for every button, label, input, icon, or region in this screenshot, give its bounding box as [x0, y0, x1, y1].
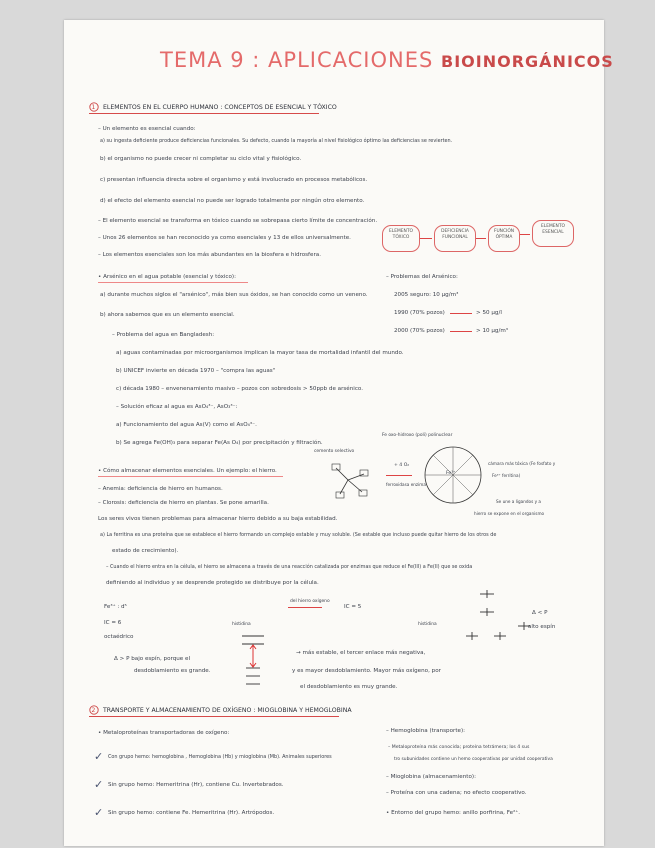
text-line: a) Funcionamiento del agua As(V) como el AsO₄³⁻. [116, 422, 257, 428]
text-line: Sin grupo hemo: contiene Fe. Hemeritrina (Hr). Artrópodos. [108, 810, 275, 816]
section1-underline [89, 113, 319, 114]
text-line: • Arsénico en el agua potable (esencial y tóxico): [98, 274, 236, 280]
flow-arrow [476, 238, 486, 239]
ferritin-label: hierro se expone en el organismo [474, 511, 545, 516]
side-note: > 10 μg/m³ [476, 328, 509, 334]
ferritin-label: cemento selectivo [314, 449, 355, 454]
flow-arrow [520, 234, 530, 235]
text-line: y es mayor desdoblamiento. Mayor más oxígeno, por [292, 668, 441, 674]
text-line: a) su ingesta deficiente produce deficiencias funcionales. Su defecto, cuando la mayoría al nivel fisiológico óptimo las deficiencias se revierten. [100, 138, 453, 144]
ferritin-label: + 4 O₂ [394, 463, 410, 468]
text-line: desdoblamiento es grande. [134, 668, 211, 674]
text-line: IC = 6 [104, 620, 122, 626]
section2-underline [89, 716, 339, 717]
text-line: – Mioglobina (almacenamiento): [386, 774, 476, 780]
text-line: a) La ferritina es una proteína que se establece el hierro formando un complejo estable y muy soluble. (Se estable que incluso puede quitar hierro de los otros de [100, 532, 497, 538]
text-line: – Un elemento es esencial cuando: [98, 126, 196, 132]
text-line: – Anemia: deficiencia de hierro en humanos. [98, 486, 223, 492]
text-line: tro subunidades contiene un hemo cooperativas por unidad cooperativa [394, 757, 553, 762]
text-line: – Clorosis: deficiencia de hierro en plantas. Se pone amarilla. [98, 500, 269, 506]
text-line: Δ < P [532, 610, 548, 616]
page-title [160, 48, 614, 72]
text-line: – El elemento esencial se transforma en tóxico cuando se sobrepasa cierto límite de concentración. [98, 218, 378, 224]
text-line: – Solución eficaz al agua es AsO₄³⁻, AsO₃³⁻: [116, 404, 238, 410]
text-line: b) UNICEF invierte en década 1970 – "compra las aguas" [116, 368, 276, 374]
ferritin-label: Se une a ligandos y a [496, 499, 541, 504]
text-line: definiendo al individuo y se desprende protegido se distribuye por la célula. [106, 580, 319, 586]
text-line: el desdoblamiento es muy grande. [300, 684, 398, 690]
title-main: TEMA 9 : APLICACIONES [160, 48, 434, 72]
text-line: a) durante muchos siglos el "arsénico", más bien sus óxidos, se han conocido como un veneno. [100, 292, 368, 298]
ferritin-label: cámara más tóxica (Fe fosfato y [488, 461, 556, 466]
text-line: – Cuando el hierro entra en la célula, el hierro se almacena a través de una reacción catalizada por enzimas que reduce el Fe(III) a Fe(II) que se oxida [106, 564, 473, 570]
text-line: IC = 5 [344, 604, 362, 610]
text-line: d) el efecto del elemento esencial no puede ser logrado totalmente por ningún otro elemento. [100, 198, 365, 204]
ferritin-label: Fe³⁺ ferritina) [492, 473, 521, 478]
subsection-underline [98, 476, 283, 477]
ferritin-label: ferroxidasa enzima [386, 482, 426, 487]
ferritin-arrow [386, 475, 412, 476]
ferritin-label: Fe oxo-hidroxo (poli) polinuclear [382, 433, 453, 438]
notebook-page [64, 20, 614, 846]
text-line: – Los elementos esenciales son los más abundantes en la biosfera e hidrosfera. [98, 252, 321, 258]
check-icon: ✓ [94, 750, 104, 763]
side-note: 1990 (70% pozos) [394, 310, 445, 316]
text-line: • Cómo almacenar elementos esenciales. Un ejemplo: el hierro. [98, 468, 277, 474]
flow-box-deficiency: DEFICIENCIA FUNCIONAL [434, 225, 476, 252]
structure-label: histidina [418, 622, 437, 627]
orbital-diagram-center [234, 632, 274, 692]
flow-box-essential: ELEMENTO ESENCIAL [532, 220, 574, 247]
text-line: – Unos 26 elementos se han reconocido ya como esenciales y 13 de ellos universalmente. [98, 235, 351, 241]
side-note: – Problemas del Arsénico: [386, 274, 458, 280]
ferritin-label: Fe³⁺ [446, 471, 456, 476]
text-line: – Proteína con una cadena; no efecto cooperativo. [386, 790, 527, 796]
check-icon: ✓ [94, 806, 104, 819]
reaction-arrow [288, 607, 322, 608]
side-note: > 50 μg/l [476, 310, 502, 316]
section2-number: 2 [91, 706, 96, 714]
orbital-diagram-right [464, 590, 534, 660]
text-line: Los seres vivos tienen problemas para almacenar hierro debido a su baja estabilidad. [98, 516, 338, 522]
subsection-underline [98, 282, 248, 283]
text-line: Sin grupo hemo: Hemeritrina (Hr), contiene Cu. Invertebrados. [108, 782, 284, 788]
text-line: a) aguas contaminadas por microorganismos implican la mayor tasa de mortalidad infantil del mundo. [116, 350, 404, 356]
flow-arrow [420, 238, 432, 239]
text-line: Fe³⁺ : d⁵ [104, 604, 127, 610]
text-line: – Problema del agua en Bangladesh: [112, 332, 215, 338]
title-accent: BIOINORGÁNICOS [441, 52, 614, 71]
text-line: b) Se agrega Fe(OH)₃ para separar Fe(As O₄) por precipitación y filtración. [116, 440, 323, 446]
ferritin-left-molecule [326, 460, 376, 505]
text-line: c) presentan influencia directa sobre el organismo y está involucrado en procesos metabólicos. [100, 177, 368, 183]
text-line: • Entorno del grupo hemo: anillo porfirina, Fe²⁺. [386, 810, 521, 816]
side-note: 2005 seguro: 10 μg/m³ [394, 292, 459, 298]
text-line: estado de crecimiento). [112, 548, 179, 554]
text-line: Δ > P bajo espín, porque el [114, 656, 191, 662]
section1-number: 1 [91, 103, 96, 111]
text-line: – Hemoglobina (transporte): [386, 728, 466, 734]
text-line: b) ahora sabemos que es un elemento esencial. [100, 312, 235, 318]
text-line: alto espín [528, 624, 556, 630]
check-icon: ✓ [94, 778, 104, 791]
text-line: → más estable, el tercer enlace más negativa, [296, 650, 426, 656]
section2-heading: TRANSPORTE Y ALMACENAMIENTO DE OXÍGENO : MIOGLOBINA Y HEMOGLOBINA [103, 707, 352, 714]
arrow [450, 331, 472, 332]
text-line: Con grupo hemo: hemoglobina , Hemoglobina (Hb) y mioglobina (Mb). Animales superiores [108, 754, 332, 760]
text-line: – Metaloproteína más conocida; proteína tetrámera; los 4 sus [388, 745, 530, 750]
side-note: 2000 (70% pozos) [394, 328, 445, 334]
arrow [450, 313, 472, 314]
reaction-label: del hierro oxígeno [290, 599, 330, 604]
text-line: c) década 1980 – envenenamiento masivo – pozos con sobredosis > 50ppb de arsénico. [116, 386, 364, 392]
text-line: b) el organismo no puede crecer ni completar su ciclo vital y fisiológico. [100, 156, 302, 162]
section1-heading: ELEMENTOS EN EL CUERPO HUMANO : CONCEPTOS DE ESENCIAL Y TÓXICO [103, 104, 337, 111]
text-line: • Metaloproteínas transportadoras de oxígeno: [98, 730, 230, 736]
flow-box-optimal: FUNCIÓN ÓPTIMA [488, 225, 520, 252]
structure-label: histidina [232, 622, 251, 627]
text-line: octaédrico [104, 634, 134, 640]
flow-box-toxic: ELEMENTO TÓXICO [382, 225, 420, 252]
